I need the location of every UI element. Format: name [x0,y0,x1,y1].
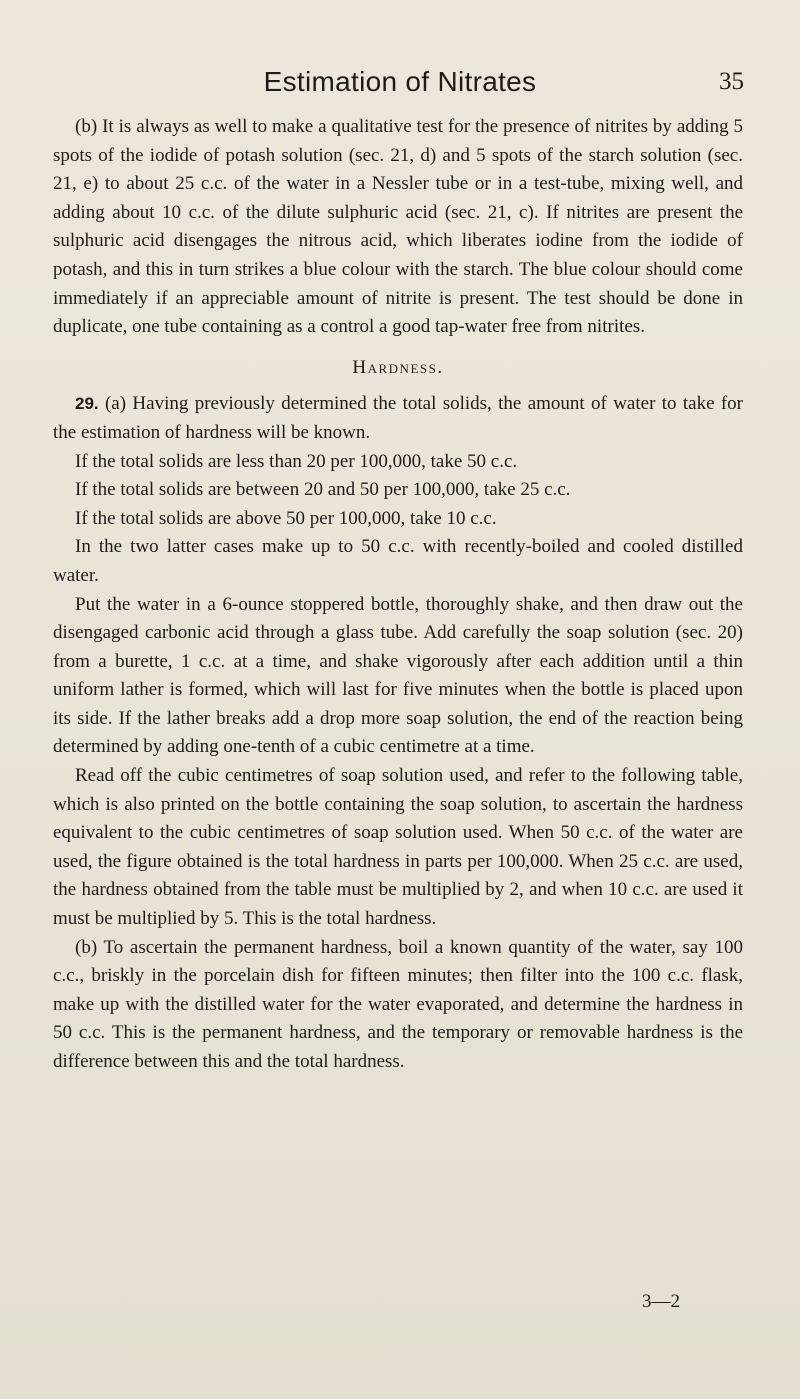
paragraph-solids-above-50: If the total solids are above 50 per 100,000, take 10 c.c. [75,507,497,529]
paragraph-solids-20-50: If the total solids are between 20 and 50 per 100,000, take 25 c.c. [75,479,571,501]
signature-mark: 3—2 [642,1291,680,1312]
paragraph-solids-less-20: If the total solids are less than 20 per 100,000, take 50 c.c. [75,450,518,472]
paragraph-soap-titration: Put the water in a 6-ounce stoppered bottle, thoroughly shake, and then draw out the disengaged carbonic acid through a glass tube. Add carefully the soap solution (sec. 20) from a burette, 1 c.c. at a time, and shake vigorously after each addition until a thin uniform lather is formed, which will last for five minutes when the bottle is placed upon its side. If the lather breaks add a drop more soap solution, the end of the reaction being determined by adding one-tenth of a cubic centimetre at a time. [53,593,743,758]
paragraph-read-off: Read off the cubic centimetres of soap solution used, and refer to the following table, which is also printed on the bottle containing the soap solution, to ascertain the hardness equivalent to the cubic centimetres of soap solution used. When 50 c.c. of the water are used, the figure obtained is the total hardness in parts per 100,000. When 25 c.c. are used, the hardness obtained from the table must be multiplied by 2, and when 10 c.c. are used it must be multiplied by 5. This is the total hardness. [53,765,743,930]
section-heading-hardness: Hardness. [352,356,444,378]
section-number: 29. [75,394,99,414]
page-number: 35 [719,68,744,95]
paragraph-29a-text: (a) Having previously determined the total solids, the amount of water to take for the estimation of hardness will be known. [53,393,743,443]
paragraph-29a [53,390,743,447]
chapter-title: Estimation of Nitrates [263,66,537,97]
body-text [53,113,743,1077]
paragraph-permanent-hardness: (b) To ascertain the permanent hardness, boil a known quantity of the water, say 100 c.c., briskly in the porcelain dish for fifteen minutes; then filter into the 100 c.c. flask, make up with the distilled water for the water evaporated, and determine the hardness in 50 c.c. This is the permanent hardness, and the temporary or removable hardness is the difference between this and the total hardness. [53,936,743,1072]
running-head [0,66,800,106]
paragraph-nitrite-test: (b) It is always as well to make a qualitative test for the presence of nitrites by adding 5 spots of the iodide of potash solution (sec. 21, d) and 5 spots of the starch solution (sec. 21, e) to about 25 c.c. of the water in a Nessler tube or in a test-tube, mixing well, and adding about 10 c.c. of the dilute sulphuric acid (sec. 21, c). If nitrites are present the sulphuric acid disengages the nitrous acid, which liberates iodine from the iodide of potash, and this in turn strikes a blue colour with the starch. The blue colour should come immediately if an appreciable amount of nitrite is present. The test should be done in duplicate, one tube containing as a control a good tap-water free from nitrites. [53,116,743,338]
paragraph-make-up: In the two latter cases make up to 50 c.c. with recently-boiled and cooled distilled water. [53,536,743,586]
